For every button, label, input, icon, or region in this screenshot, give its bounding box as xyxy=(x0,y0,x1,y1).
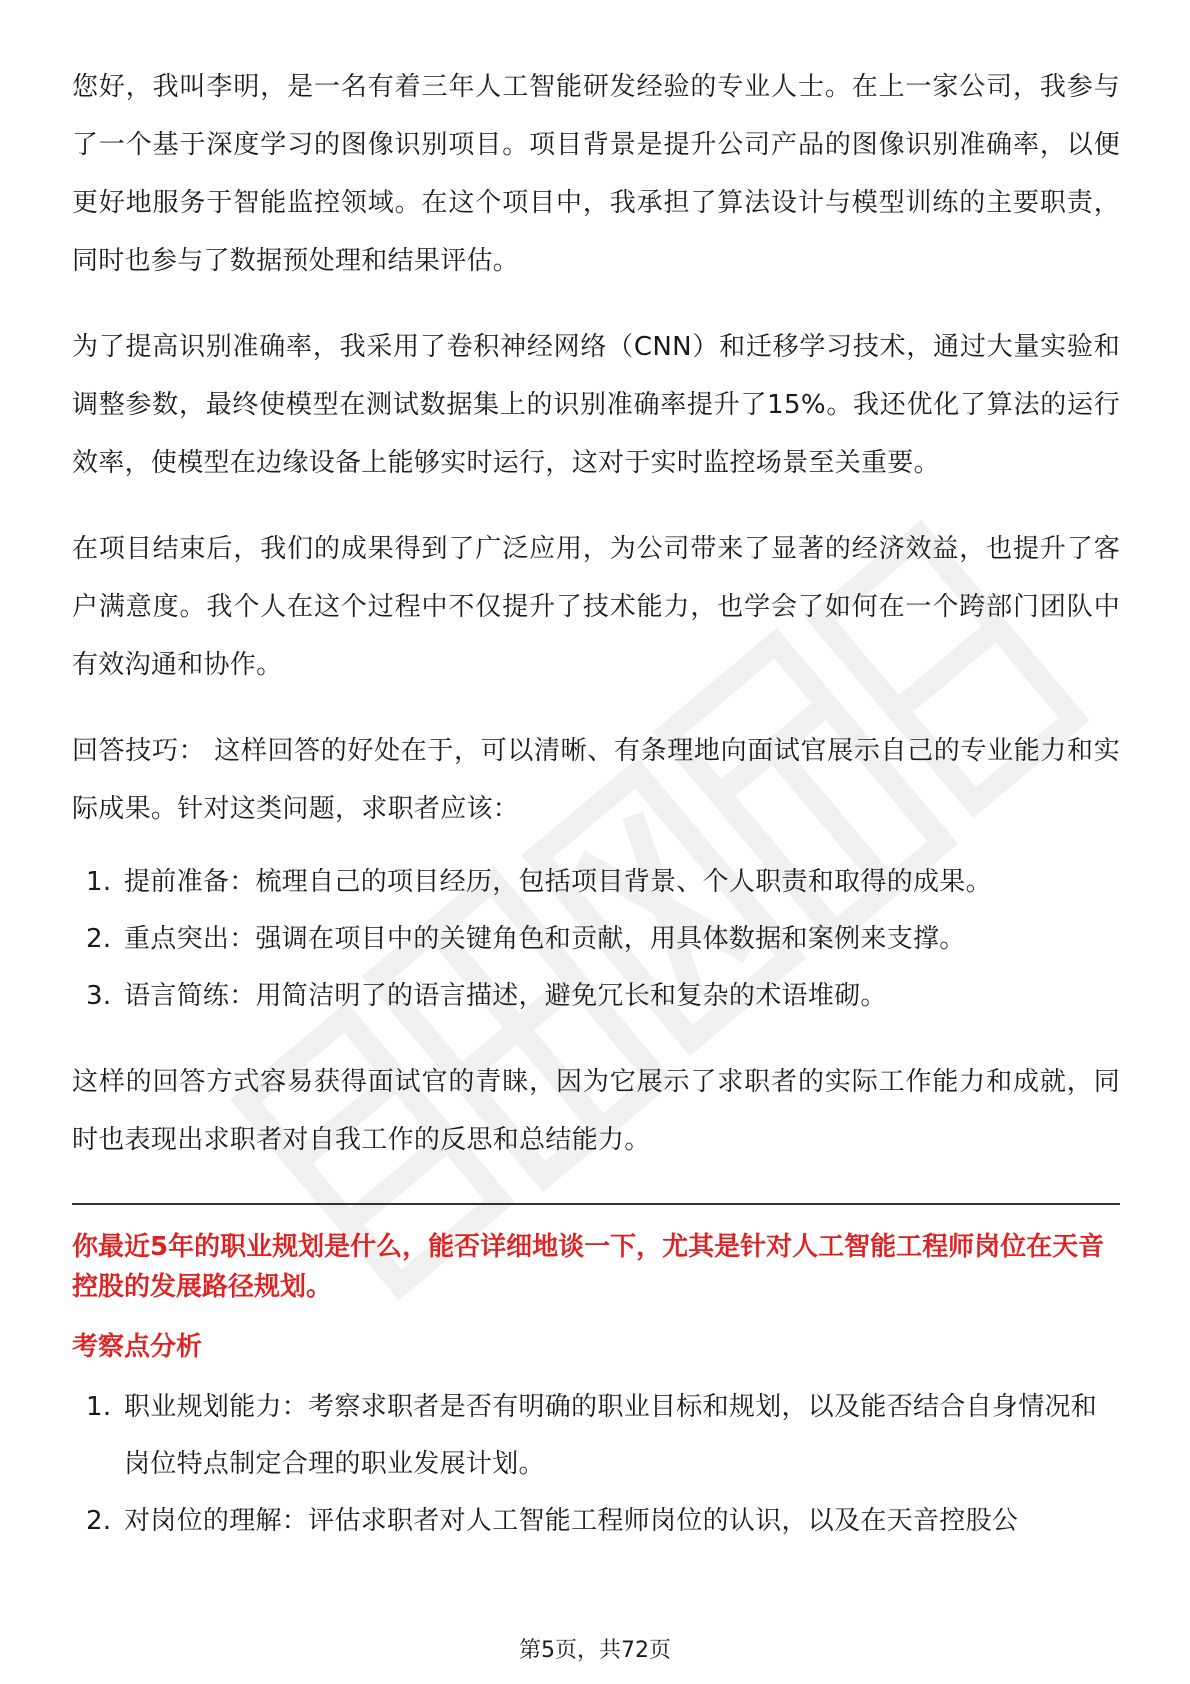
paragraph-conclusion: 这样的回答方式容易获得面试官的青睐，因为它展示了求职者的实际工作能力和成就，同时也表现出求职者对自我工作的反思和总结能力。 xyxy=(72,1067,1120,1155)
paragraph-intro: 您好，我叫李明，是一名有着三年人工智能研发经验的专业人士。在上一家公司，我参与了一个基于深度学习的图像识别项目。项目背景是提升公司产品的图像识别准确率，以便更好地服务于智能监控领域。在这个项目中，我承担了算法设计与模型训练的主要职责，同时也参与了数据预处理和结果评估。 xyxy=(72,72,1120,276)
list-item xyxy=(72,854,1120,911)
interview-question: 你最近5年的职业规划是什么，能否详细地谈一下，尤其是针对人工智能工程师岗位在天音控股的发展路径规划。 xyxy=(72,1232,1105,1302)
section-divider xyxy=(72,1203,1120,1205)
list-item-text: 语言简练：用简洁明了的语言描述，避免冗长和复杂的术语堆砌。 xyxy=(124,981,887,1011)
document-body xyxy=(72,58,1120,1550)
tips-list xyxy=(72,854,1120,1025)
list-number: 3. xyxy=(86,981,112,1011)
page-number: 第5页，共72页 xyxy=(519,1638,671,1663)
analysis-list xyxy=(72,1379,1120,1550)
list-number: 2. xyxy=(86,1506,112,1536)
list-item-text: 对岗位的理解：评估求职者对人工智能工程师岗位的认识，以及在天音控股公 xyxy=(124,1506,1019,1536)
list-item xyxy=(72,911,1120,968)
list-item xyxy=(72,968,1120,1025)
list-item xyxy=(72,1379,1120,1493)
paragraph-tips-intro: 回答技巧： 这样回答的好处在于，可以清晰、有条理地向面试官展示自己的专业能力和实际成果。针对这类问题，求职者应该： xyxy=(72,736,1120,824)
paragraph-method: 为了提高识别准确率，我采用了卷积神经网络（CNN）和迁移学习技术，通过大量实验和调整参数，最终使模型在测试数据集上的识别准确率提升了15%。我还优化了算法的运行效率，使模型在边缘设备上能够实时运行，这对于实时监控场景至关重要。 xyxy=(72,332,1120,478)
list-item-text: 提前准备：梳理自己的项目经历，包括项目背景、个人职责和取得的成果。 xyxy=(124,867,992,897)
list-number: 2. xyxy=(86,924,112,954)
list-item-text: 职业规划能力：考察求职者是否有明确的职业目标和规划，以及能否结合自身情况和岗位特点制定合理的职业发展计划。 xyxy=(124,1392,1098,1479)
list-item-text: 重点突出：强调在项目中的关键角色和贡献，用具体数据和案例来支撑。 xyxy=(124,924,966,954)
analysis-heading: 考察点分析 xyxy=(72,1332,203,1362)
list-number: 1. xyxy=(86,1392,112,1422)
list-item xyxy=(72,1493,1120,1550)
paragraph-result: 在项目结束后，我们的成果得到了广泛应用，为公司带来了显著的经济效益，也提升了客户满意度。我个人在这个过程中不仅提升了技术能力，也学会了如何在一个跨部门团队中有效沟通和协作。 xyxy=(72,534,1120,680)
list-number: 1. xyxy=(86,867,112,897)
